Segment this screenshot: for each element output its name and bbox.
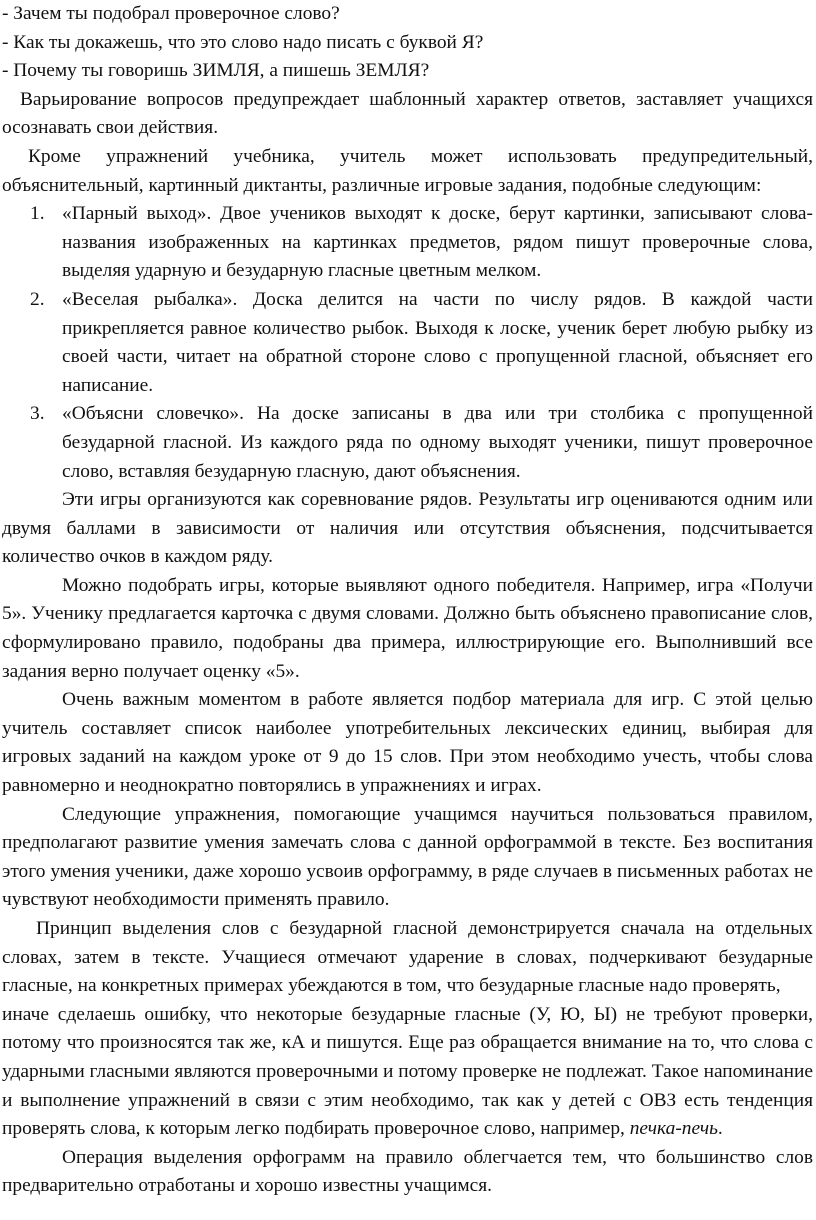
question-line: - Почему ты говоришь ЗИМЛЯ, а пишешь ЗЕМЛЯ? [2,60,430,82]
list-item-text: «Веселая рыбалка». Доска делится на части по числу рядов. В каждой части прикрепляется равное количество рыбок. Выходя к лоске, ученик берет любую рыбку из своей части, читает на обратной стороне слово с пропущенной гласной, объясняет его написание. [62,288,813,396]
list-item-text: «Объясни словечко». На доске записаны в два или три столбика с пропущенной безударной гласной. Из каждого ряда по одному выходят ученики, пишут проверочное слово, вставляя безударную гласную, дают объяснения. [62,403,813,482]
question-line: - Зачем ты подобрал проверочное слово? [2,3,340,24]
paragraph-otherwise-text: иначе сделаешь ошибку, что некоторые безударные гласные (У, Ю, Ы) не требуют проверки, потому что произносятся так же, кА и пишутся. Еще раз обращается внимание на то, что слова с ударными гласными являются проверочными и потому проверке не подлежат. Такое напоминание и выполнение упражнений в связи с этим необходимо, так как у детей с ОВЗ есть тенденция проверять слова, к которым легко подбирать проверочное слово, например, [2,1003,813,1140]
paragraph-principle: Принцип выделения слов с безударной гласной демонстрируется сначала на отдельных словах, затем в тексте. Учащиеся отмечают ударение в словах, подчеркивают безударные гласные, на конкретных примерах убеждаются в том, что безударные гласные надо проверять, [2,918,813,997]
paragraph-competition: Эти игры организуются как соревнование рядов. Результаты игр оцениваются одним или двумя баллами в зависимости от наличия или отсутствия объяснения, подсчитывается количество очков в каждом ряду. [2,489,813,568]
list-item [30,286,813,400]
paragraph-following-exercises: Следующие упражнения, помогающие учащимся научиться пользоваться правилом, предполагают развитие умения замечать слова с данной орфограммой в тексте. Без воспитания этого умения ученики, даже хорошо усвоив орфограмму, в ряде случаев в письменных работах не чувствуют необходимости применять правило. [2,803,813,911]
games-list [2,200,813,486]
list-item [30,400,813,486]
paragraph-otherwise [2,1001,813,1144]
paragraph-variation: Варьирование вопросов предупреждает шаблонный характер ответов, заставляет учащихся осознавать свои действия. [2,88,813,139]
list-item-text: «Парный выход». Двое учеников выходят к доске, берут картинки, записывают слова- названия изображенных на картинках предметов, рядом пишут проверочные слова, выделяя ударную и безударную гласные цветным мелком. [62,203,813,282]
paragraph-winner-games: Можно подобрать игры, которые выявляют одного победителя. Например, игра «Получи 5». Ученику предлагается карточка с двумя словами. Должно быть объяснено правописание слов, сформулировано правило, подобраны два примера, иллюстрирующие его. Выполнивший все задания верно получает оценку «5». [2,574,813,682]
question-line: - Как ты докажешь, что это слово надо писать с буквой Я? [2,31,484,53]
example-words: печка-печь [629,1118,718,1140]
paragraph-material-selection: Очень важным моментом в работе является подбор материала для игр. С этой целью учитель составляет список наиболее употребительных лексических единиц, выбирая для игровых заданий на каждом уроке от 9 до 15 слов. При этом необходимо учесть, чтобы слова равномерно и неоднократно повторялись в упражнениях и играх. [2,689,813,797]
list-item-number: 3. [30,403,45,425]
list-item-number: 2. [30,288,45,310]
sentence-end: . [717,1118,723,1140]
list-item [30,200,813,286]
paragraph-exercises-intro: Кроме упражнений учебника, учитель может использовать предупредительный, объяснительный, картинный диктанты, различные игровые задания, подобные следующим: [2,145,813,196]
paragraph-operation: Операция выделения орфограмм на правило облегчается тем, что большинство слов предварительно отработаны и хорошо известны учащимся. [2,1146,813,1197]
list-item-number: 1. [30,203,45,225]
